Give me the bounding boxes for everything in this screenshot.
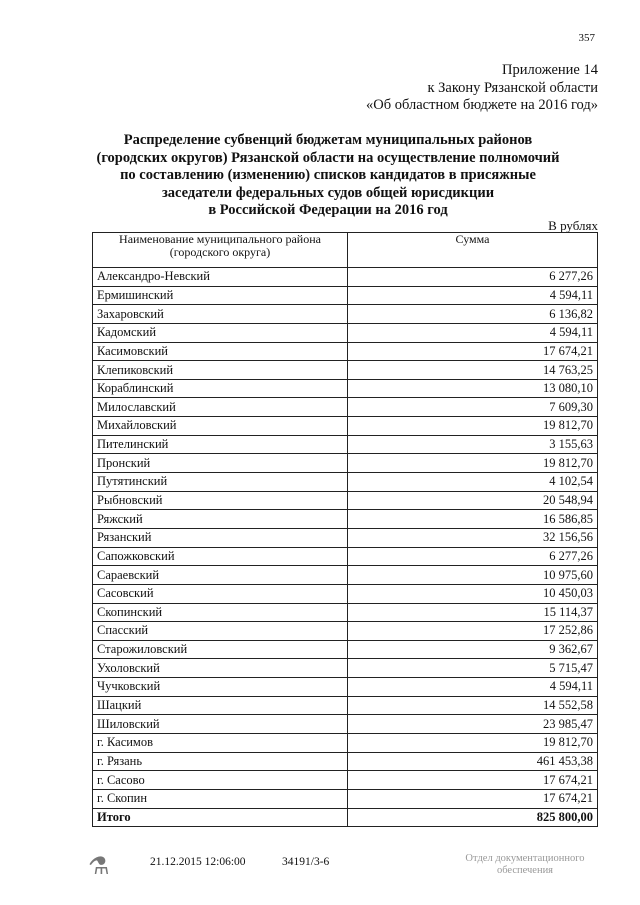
- district-amount: 15 114,37: [348, 603, 598, 622]
- district-amount: 14 552,58: [348, 696, 598, 715]
- table-row: [93, 640, 598, 659]
- district-amount: 6 277,26: [348, 268, 598, 287]
- district-amount: 20 548,94: [348, 491, 598, 510]
- table-row: [93, 603, 598, 622]
- department-line1: Отдел документационного: [465, 853, 585, 864]
- table-body: [93, 268, 598, 809]
- table-row: [93, 305, 598, 324]
- district-name: Сапожковский: [93, 547, 348, 566]
- district-amount: 4 594,11: [348, 323, 598, 342]
- appendix-line2: к Закону Рязанской области: [427, 79, 598, 96]
- district-name: Сасовский: [93, 584, 348, 603]
- department-stamp: [440, 853, 610, 877]
- table-row: [93, 342, 598, 361]
- table-row: [93, 789, 598, 808]
- department-line2: обеспечения: [496, 865, 554, 876]
- district-amount: 17 252,86: [348, 622, 598, 641]
- document-title: [78, 132, 578, 220]
- table-row: [93, 491, 598, 510]
- district-name: г. Сасово: [93, 771, 348, 790]
- subvention-table: [92, 232, 598, 827]
- table-row: [93, 566, 598, 585]
- table-row: [93, 696, 598, 715]
- district-name: Чучковский: [93, 678, 348, 697]
- district-name: Александро-Невский: [93, 268, 348, 287]
- appendix-line1: Приложение 14: [502, 62, 598, 78]
- appendix-line3: «Об областном бюджете на 2016 год»: [366, 97, 598, 113]
- table-row: [93, 659, 598, 678]
- district-name: Путятинский: [93, 473, 348, 492]
- table-row: [93, 323, 598, 342]
- district-amount: 19 812,70: [348, 734, 598, 753]
- district-name: Ухоловский: [93, 659, 348, 678]
- district-amount: 10 450,03: [348, 584, 598, 603]
- appendix-header: [366, 62, 598, 115]
- total-label: Итого: [93, 808, 348, 827]
- district-name: Захаровский: [93, 305, 348, 324]
- district-amount: 5 715,47: [348, 659, 598, 678]
- district-name: Клепиковский: [93, 361, 348, 380]
- district-name: Шацкий: [93, 696, 348, 715]
- table-row: [93, 435, 598, 454]
- district-name: Милославский: [93, 398, 348, 417]
- table-header-row: [93, 233, 598, 268]
- table-row: [93, 286, 598, 305]
- district-name: Ермишинский: [93, 286, 348, 305]
- district-name: Спасский: [93, 622, 348, 641]
- district-name: Шиловский: [93, 715, 348, 734]
- district-amount: 17 674,21: [348, 789, 598, 808]
- total-row: [93, 808, 598, 827]
- header-name-line2: (городского округа): [169, 245, 271, 259]
- title-line2: (городских округов) Рязанской области на осуществление полномочий: [96, 149, 560, 166]
- table-row: [93, 622, 598, 641]
- district-amount: 19 812,70: [348, 417, 598, 436]
- table-row: [93, 398, 598, 417]
- table-row: [93, 734, 598, 753]
- table-row: [93, 510, 598, 529]
- district-name: г. Рязань: [93, 752, 348, 771]
- title-line3: по составлению (изменению) списков кандидатов в присяжные: [120, 167, 536, 183]
- title-line1: Распределение субвенций бюджетам муниципальных районов: [123, 132, 533, 148]
- district-amount: 4 102,54: [348, 473, 598, 492]
- district-name: г. Касимов: [93, 734, 348, 753]
- table-row: [93, 715, 598, 734]
- table-row: [93, 547, 598, 566]
- footer-doc-number: 34191/3-6: [282, 856, 330, 868]
- district-name: Рыбновский: [93, 491, 348, 510]
- district-amount: 9 362,67: [348, 640, 598, 659]
- district-name: Пронский: [93, 454, 348, 473]
- page-number: 357: [578, 32, 595, 44]
- district-amount: 6 277,26: [348, 547, 598, 566]
- header-name: [93, 233, 348, 268]
- footer-timestamp: 21.12.2015 12:06:00: [150, 856, 246, 868]
- title-line5: в Российской Федерации на 2016 год: [208, 202, 448, 218]
- table-row: [93, 528, 598, 547]
- district-amount: 17 674,21: [348, 342, 598, 361]
- district-name: Михайловский: [93, 417, 348, 436]
- district-name: Касимовский: [93, 342, 348, 361]
- table-row: [93, 678, 598, 697]
- district-amount: 3 155,63: [348, 435, 598, 454]
- header-name-line1: Наименование муниципального района: [119, 232, 321, 246]
- district-name: Ряжский: [93, 510, 348, 529]
- district-name: Старожиловский: [93, 640, 348, 659]
- district-name: Скопинский: [93, 603, 348, 622]
- district-name: Пителинский: [93, 435, 348, 454]
- district-amount: 13 080,10: [348, 379, 598, 398]
- district-amount: 6 136,82: [348, 305, 598, 324]
- table-row: [93, 473, 598, 492]
- district-amount: 19 812,70: [348, 454, 598, 473]
- table-row: [93, 361, 598, 380]
- table-row: [93, 268, 598, 287]
- coat-of-arms-icon: ⚗: [88, 854, 110, 880]
- district-amount: 10 975,60: [348, 566, 598, 585]
- table-row: [93, 771, 598, 790]
- district-amount: 4 594,11: [348, 678, 598, 697]
- district-name: Рязанский: [93, 528, 348, 547]
- district-name: г. Скопин: [93, 789, 348, 808]
- district-amount: 23 985,47: [348, 715, 598, 734]
- district-amount: 461 453,38: [348, 752, 598, 771]
- title-line4: заседатели федеральных судов общей юрисдикции: [161, 184, 495, 201]
- district-amount: 17 674,21: [348, 771, 598, 790]
- district-amount: 4 594,11: [348, 286, 598, 305]
- district-name: Кораблинский: [93, 379, 348, 398]
- district-amount: 16 586,85: [348, 510, 598, 529]
- district-amount: 32 156,56: [348, 528, 598, 547]
- units-label: В рублях: [548, 218, 598, 233]
- district-amount: 7 609,30: [348, 398, 598, 417]
- header-amount: Сумма: [348, 233, 598, 268]
- district-name: Кадомский: [93, 323, 348, 342]
- table-row: [93, 417, 598, 436]
- district-amount: 14 763,25: [348, 361, 598, 380]
- table-row: [93, 379, 598, 398]
- table-row: [93, 454, 598, 473]
- table-row: [93, 752, 598, 771]
- total-amount: 825 800,00: [348, 808, 598, 827]
- district-name: Сараевский: [93, 566, 348, 585]
- table-row: [93, 584, 598, 603]
